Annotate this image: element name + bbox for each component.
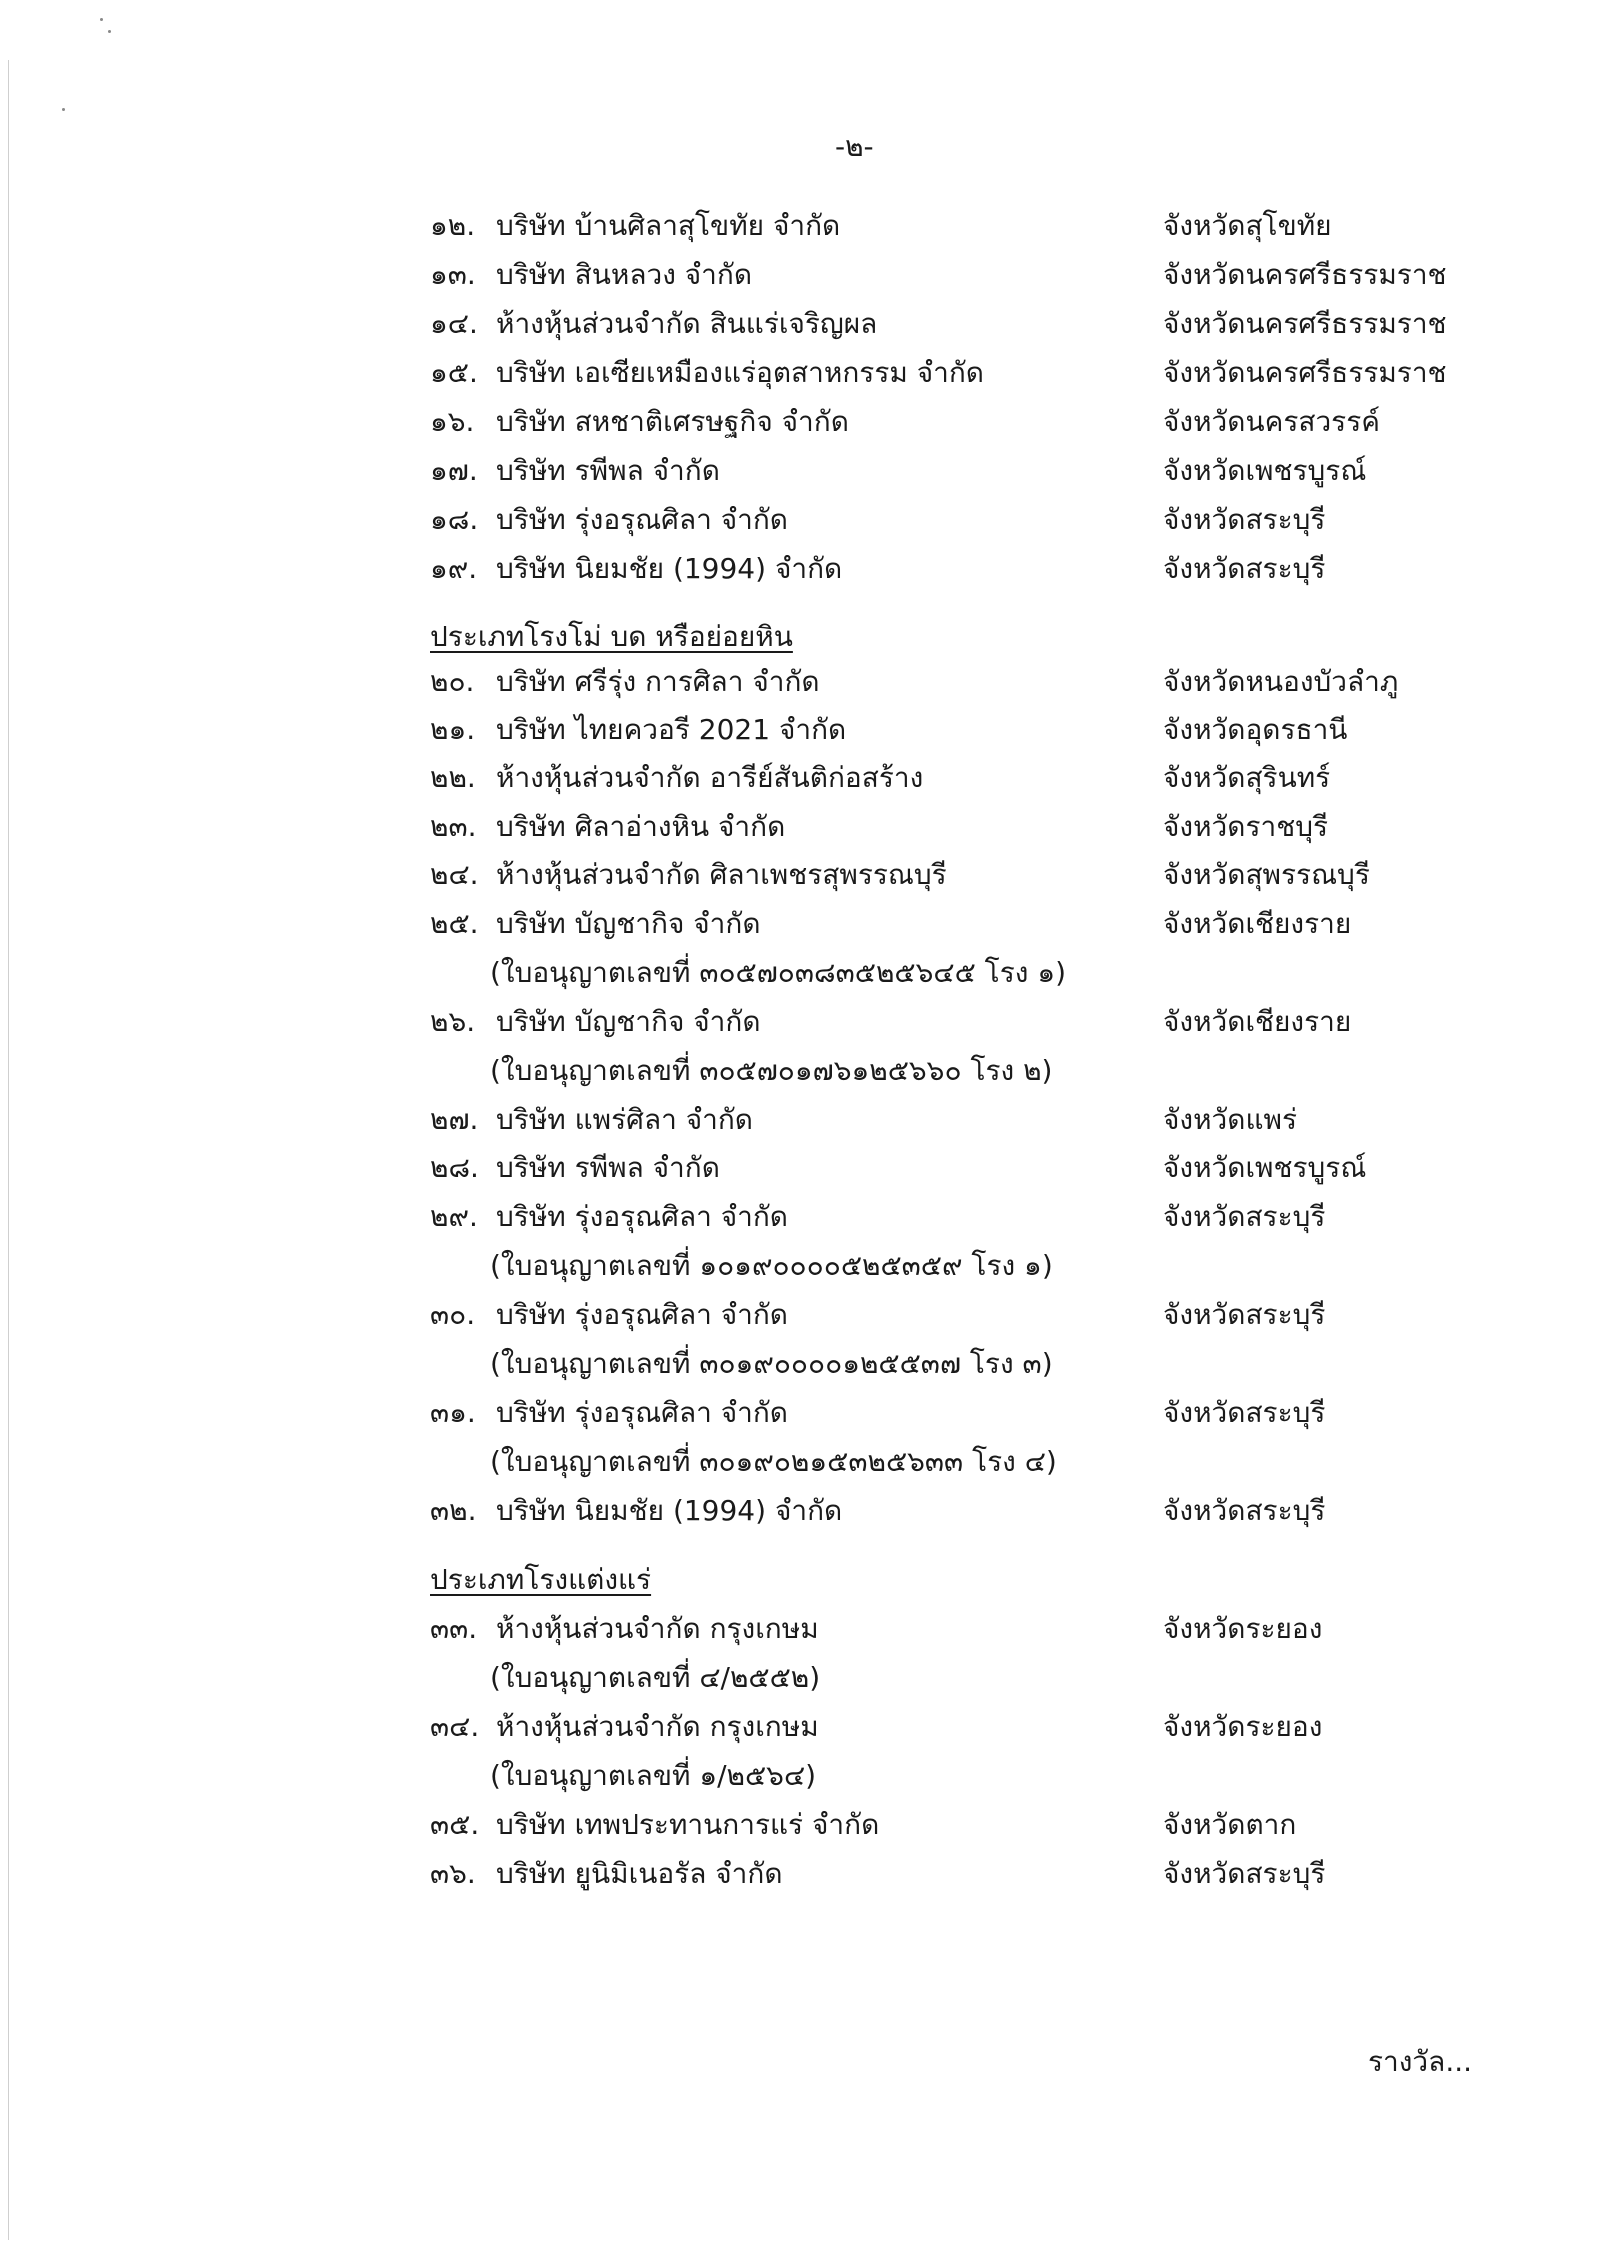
company-name: บริษัท รพีพล จำกัด bbox=[496, 1151, 720, 1184]
item-number: ๒๘. bbox=[430, 1151, 479, 1184]
item-number: ๓๒. bbox=[430, 1494, 477, 1527]
item-number: ๓๕. bbox=[430, 1808, 480, 1841]
province: จังหวัดสระบุรี bbox=[1163, 1857, 1326, 1890]
item-number: ๒๗. bbox=[430, 1103, 479, 1136]
province: จังหวัดราชบุรี bbox=[1163, 810, 1329, 843]
license-number: (ใบอนุญาตเลขที่ ๓๐๕๗๐๑๗๖๑๒๕๖๖๐ โรง ๒) bbox=[490, 1054, 1053, 1087]
province: จังหวัดแพร่ bbox=[1163, 1103, 1297, 1136]
company-name: บริษัท แพร่ศิลา จำกัด bbox=[496, 1103, 753, 1136]
company-name: บริษัท นิยมชัย (1994) จำกัด bbox=[496, 552, 843, 585]
section-heading: ประเภทโรงแต่งแร่ bbox=[430, 1563, 652, 1596]
item-number: ๓๑. bbox=[430, 1396, 476, 1429]
list-item bbox=[430, 253, 752, 297]
company-name: บริษัท เอเซียเหมืองแร่อุตสาหกรรม จำกัด bbox=[496, 356, 984, 389]
company-name: บริษัท ไทยควอรี 2021 จำกัด bbox=[496, 713, 847, 746]
province: จังหวัดเพชรบูรณ์ bbox=[1163, 1151, 1367, 1184]
scan-speck bbox=[108, 30, 111, 33]
company-name: บริษัท บ้านศิลาสุโขทัย จำกัด bbox=[496, 209, 841, 242]
province: จังหวัดนครศรีธรรมราช bbox=[1163, 356, 1447, 389]
company-name: บริษัท รุ่งอรุณศิลา จำกัด bbox=[496, 503, 788, 536]
item-number: ๒๙. bbox=[430, 1200, 478, 1233]
item-number: ๑๘. bbox=[430, 503, 479, 536]
list-item bbox=[430, 805, 785, 849]
list-item bbox=[430, 204, 840, 248]
province: จังหวัดสระบุรี bbox=[1163, 1200, 1326, 1233]
province: จังหวัดสุรินทร์ bbox=[1163, 761, 1331, 794]
province: จังหวัดนครศรีธรรมราช bbox=[1163, 258, 1447, 291]
company-name: บริษัท ศรีรุ่ง การศิลา จำกัด bbox=[496, 665, 820, 698]
list-item bbox=[430, 756, 923, 800]
company-name: บริษัท รพีพล จำกัด bbox=[496, 454, 720, 487]
list-item bbox=[430, 547, 842, 591]
company-name: บริษัท สหชาติเศรษฐกิจ จำกัด bbox=[496, 405, 849, 438]
item-number: ๒๓. bbox=[430, 810, 477, 843]
list-item bbox=[430, 1146, 720, 1190]
item-number: ๑๕. bbox=[430, 356, 478, 389]
company-name: บริษัท รุ่งอรุณศิลา จำกัด bbox=[496, 1298, 788, 1331]
scan-speck bbox=[100, 18, 103, 21]
license-number: (ใบอนุญาตเลขที่ ๓๐๕๗๐๓๘๓๕๒๕๖๔๕ โรง ๑) bbox=[490, 956, 1067, 989]
list-item bbox=[430, 498, 788, 542]
continuation-word: รางวัล... bbox=[1368, 2045, 1473, 2078]
list-item bbox=[430, 1293, 788, 1337]
province: จังหวัดสระบุรี bbox=[1163, 1396, 1326, 1429]
license-number: (ใบอนุญาตเลขที่ ๓๐๑๙๐๒๑๕๓๒๕๖๓๓ โรง ๔) bbox=[490, 1445, 1057, 1478]
license-number: (ใบอนุญาตเลขที่ ๓๐๑๙๐๐๐๐๑๒๕๕๓๗ โรง ๓) bbox=[490, 1347, 1053, 1380]
province: จังหวัดเพชรบูรณ์ bbox=[1163, 454, 1367, 487]
company-name: บริษัท ยูนิมิเนอรัล จำกัด bbox=[496, 1857, 783, 1890]
item-number: ๒๖. bbox=[430, 1005, 476, 1038]
list-item bbox=[430, 449, 720, 493]
list-item bbox=[430, 902, 761, 946]
item-number: ๑๙. bbox=[430, 552, 478, 585]
item-number: ๒๒. bbox=[430, 761, 476, 794]
item-number: ๒๐. bbox=[430, 665, 475, 698]
company-name: ห้างหุ้นส่วนจำกัด ศิลาเพชรสุพรรณบุรี bbox=[496, 858, 947, 891]
item-number: ๓๓. bbox=[430, 1612, 478, 1645]
list-item bbox=[430, 351, 984, 395]
item-number: ๒๕. bbox=[430, 907, 479, 940]
item-number: ๓๐. bbox=[430, 1298, 476, 1331]
province: จังหวัดระยอง bbox=[1163, 1612, 1323, 1645]
company-name: ห้างหุ้นส่วนจำกัด สินแร่เจริญผล bbox=[496, 307, 878, 340]
company-name: ห้างหุ้นส่วนจำกัด กรุงเกษม bbox=[496, 1710, 819, 1743]
province: จังหวัดสุพรรณบุรี bbox=[1163, 858, 1370, 891]
list-item bbox=[430, 1705, 819, 1749]
company-name: บริษัท เทพประทานการแร่ จำกัด bbox=[496, 1808, 880, 1841]
item-number: ๒๑. bbox=[430, 713, 476, 746]
province: จังหวัดระยอง bbox=[1163, 1710, 1323, 1743]
item-number: ๒๔. bbox=[430, 858, 479, 891]
company-name: บริษัท บัญชากิจ จำกัด bbox=[496, 907, 761, 940]
company-name: ห้างหุ้นส่วนจำกัด กรุงเกษม bbox=[496, 1612, 819, 1645]
list-item bbox=[430, 1489, 842, 1533]
item-number: ๑๖. bbox=[430, 405, 475, 438]
province: จังหวัดอุดรธานี bbox=[1163, 713, 1348, 746]
company-name: บริษัท สินหลวง จำกัด bbox=[496, 258, 753, 291]
province: จังหวัดสุโขทัย bbox=[1163, 209, 1332, 242]
list-item bbox=[430, 708, 846, 752]
list-item bbox=[430, 1607, 819, 1651]
page-number: -๒- bbox=[835, 130, 874, 163]
item-number: ๓๖. bbox=[430, 1857, 476, 1890]
list-item bbox=[430, 660, 820, 704]
province: จังหวัดเชียงราย bbox=[1163, 1005, 1352, 1038]
province: จังหวัดนครศรีธรรมราช bbox=[1163, 307, 1447, 340]
license-number: (ใบอนุญาตเลขที่ ๔/๒๕๕๒) bbox=[490, 1661, 821, 1694]
list-item bbox=[430, 302, 877, 346]
province: จังหวัดหนองบัวลำภู bbox=[1163, 665, 1399, 698]
company-name: บริษัท นิยมชัย (1994) จำกัด bbox=[496, 1494, 843, 1527]
list-item bbox=[430, 1098, 753, 1142]
license-number: (ใบอนุญาตเลขที่ ๑/๒๕๖๔) bbox=[490, 1759, 817, 1792]
list-item bbox=[430, 1391, 788, 1435]
list-item bbox=[430, 1195, 788, 1239]
company-name: บริษัท รุ่งอรุณศิลา จำกัด bbox=[496, 1200, 788, 1233]
section-heading: ประเภทโรงโม่ บด หรือย่อยหิน bbox=[430, 620, 793, 653]
list-item bbox=[430, 1000, 761, 1044]
province: จังหวัดนครสวรรค์ bbox=[1163, 405, 1380, 438]
list-item bbox=[430, 1803, 879, 1847]
company-name: บริษัท รุ่งอรุณศิลา จำกัด bbox=[496, 1396, 788, 1429]
license-number: (ใบอนุญาตเลขที่ ๑๐๑๙๐๐๐๐๕๒๕๓๕๙ โรง ๑) bbox=[490, 1249, 1053, 1282]
list-item bbox=[430, 1852, 783, 1896]
province: จังหวัดสระบุรี bbox=[1163, 552, 1326, 585]
company-name: บริษัท บัญชากิจ จำกัด bbox=[496, 1005, 761, 1038]
item-number: ๑๒. bbox=[430, 209, 476, 242]
company-name: บริษัท ศิลาอ่างหิน จำกัด bbox=[496, 810, 786, 843]
province: จังหวัดสระบุรี bbox=[1163, 1494, 1326, 1527]
item-number: ๑๓. bbox=[430, 258, 476, 291]
province: จังหวัดสระบุรี bbox=[1163, 503, 1326, 536]
province: จังหวัดตาก bbox=[1163, 1808, 1297, 1841]
page-edge-line bbox=[8, 60, 9, 2240]
item-number: ๑๔. bbox=[430, 307, 478, 340]
company-name: ห้างหุ้นส่วนจำกัด อารีย์สันติก่อสร้าง bbox=[496, 761, 924, 794]
list-item bbox=[430, 400, 849, 444]
item-number: ๓๔. bbox=[430, 1710, 480, 1743]
scan-speck bbox=[62, 108, 65, 111]
province: จังหวัดสระบุรี bbox=[1163, 1298, 1326, 1331]
province: จังหวัดเชียงราย bbox=[1163, 907, 1352, 940]
list-item bbox=[430, 853, 947, 897]
item-number: ๑๗. bbox=[430, 454, 478, 487]
